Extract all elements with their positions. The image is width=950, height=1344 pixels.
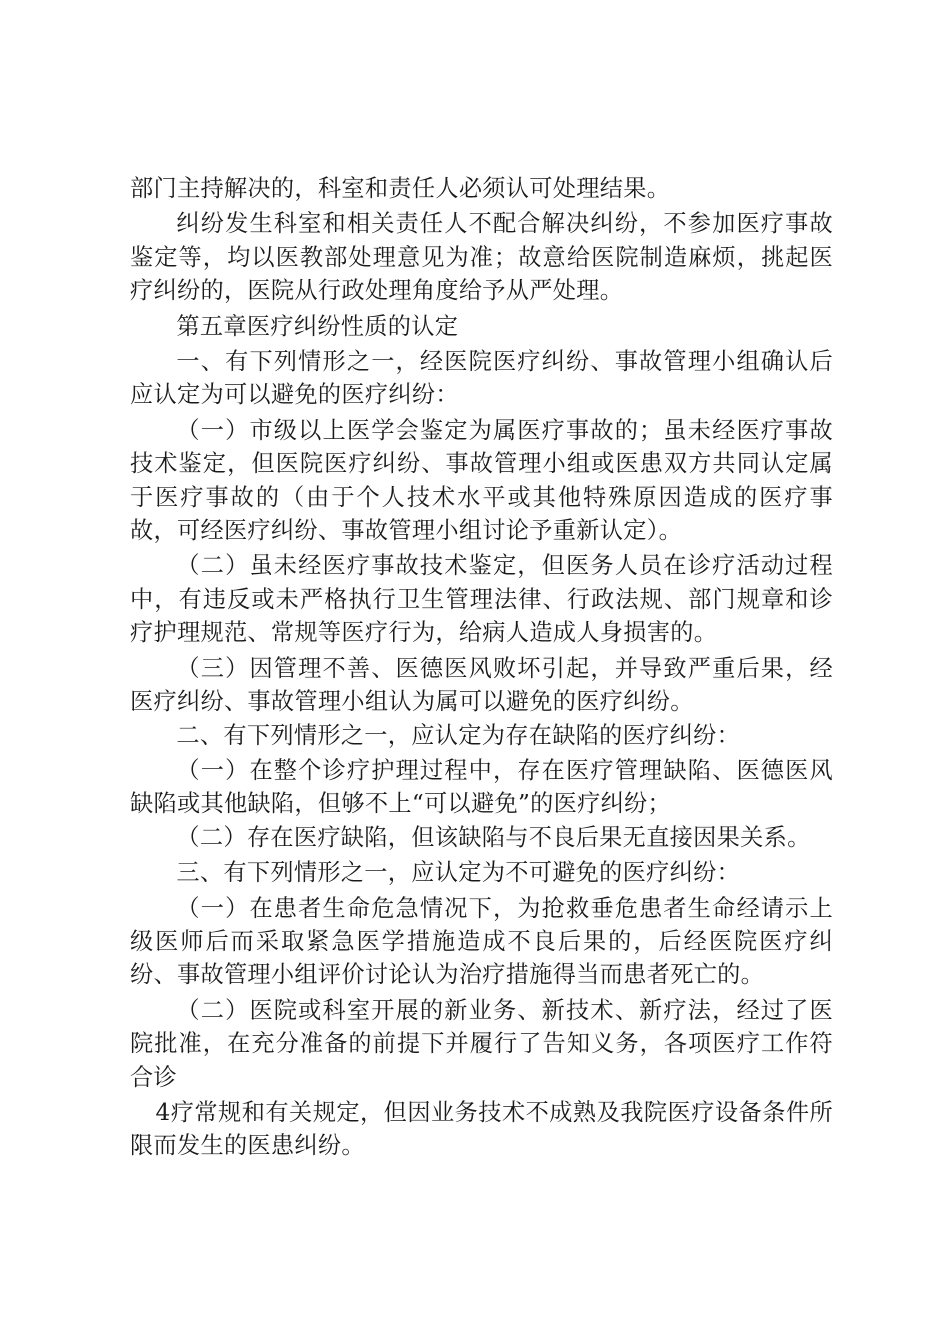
section-one-item-1: （一）市级以上医学会鉴定为属医疗事故的；虽未经医疗事故技术鉴定，但医院医疗纠纷、事故管理小组或医患双方共同认定属于医疗事故的（由于个人技术水平或其他特殊原因造成的医疗事故，可经医疗纠纷、事故管理小组讨论予重新认定）。 [130,416,833,545]
section-three-item-1: （一）在患者生命危急情况下，为抢救垂危患者生命经请示上级医师后而采取紧急医学措施造成不良后果的，后经医院医疗纠纷、事故管理小组评价讨论认为治疗措施得当而患者死亡的。 [130,894,833,989]
section-three-item-2: （二）医院或科室开展的新业务、新技术、新疗法，经过了医院批准，在充分准备的前提下并履行了告知义务，各项医疗工作符合诊 [130,996,833,1091]
section-two-item-1: （一）在整个诊疗护理过程中，存在医疗管理缺陷、医德医风缺陷或其他缺陷，但够不上“可以避免”的医疗纠纷； [130,756,833,818]
section-two-heading: 二、有下列情形之一，应认定为存在缺陷的医疗纠纷： [176,721,741,749]
section-two-item-2: （二）存在医疗缺陷，但该缺陷与不良后果无直接因果关系。 [176,823,811,851]
section-three-heading: 三、有下列情形之一，应认定为不可避免的医疗纠纷： [176,859,741,887]
document-body [130,172,833,1163]
paragraph-page-continuation: 4疗常规和有关规定，但因业务技术不成熟及我院医疗设备条件所限而发生的医患纠纷。 [130,1098,833,1160]
section-one-item-3: （三）因管理不善、医德医风败坏引起，并导致严重后果，经医疗纠纷、事故管理小组认为属可以避免的医疗纠纷。 [130,654,833,716]
paragraph-continuation: 部门主持解决的，科室和责任人必须认可处理结果。 [130,175,671,202]
section-one-heading: 一、有下列情形之一，经医院医疗纠纷、事故管理小组确认后应认定为可以避免的医疗纠纷： [130,348,833,409]
chapter-heading: 第五章医疗纠纷性质的认定 [176,312,459,340]
section-one-item-2: （二）虽未经医疗事故技术鉴定，但医务人员在诊疗活动过程中，有违反或未严格执行卫生管理法律、行政法规、部门规章和诊疗护理规范、常规等医疗行为，给病人造成人身损害的。 [130,552,833,647]
paragraph-dispute-cooperation: 纠纷发生科室和相关责任人不配合解决纠纷，不参加医疗事故鉴定等，均以医教部处理意见为准；故意给医院制造麻烦，挑起医疗纠纷的，医院从行政处理角度给予从严处理。 [130,210,833,305]
